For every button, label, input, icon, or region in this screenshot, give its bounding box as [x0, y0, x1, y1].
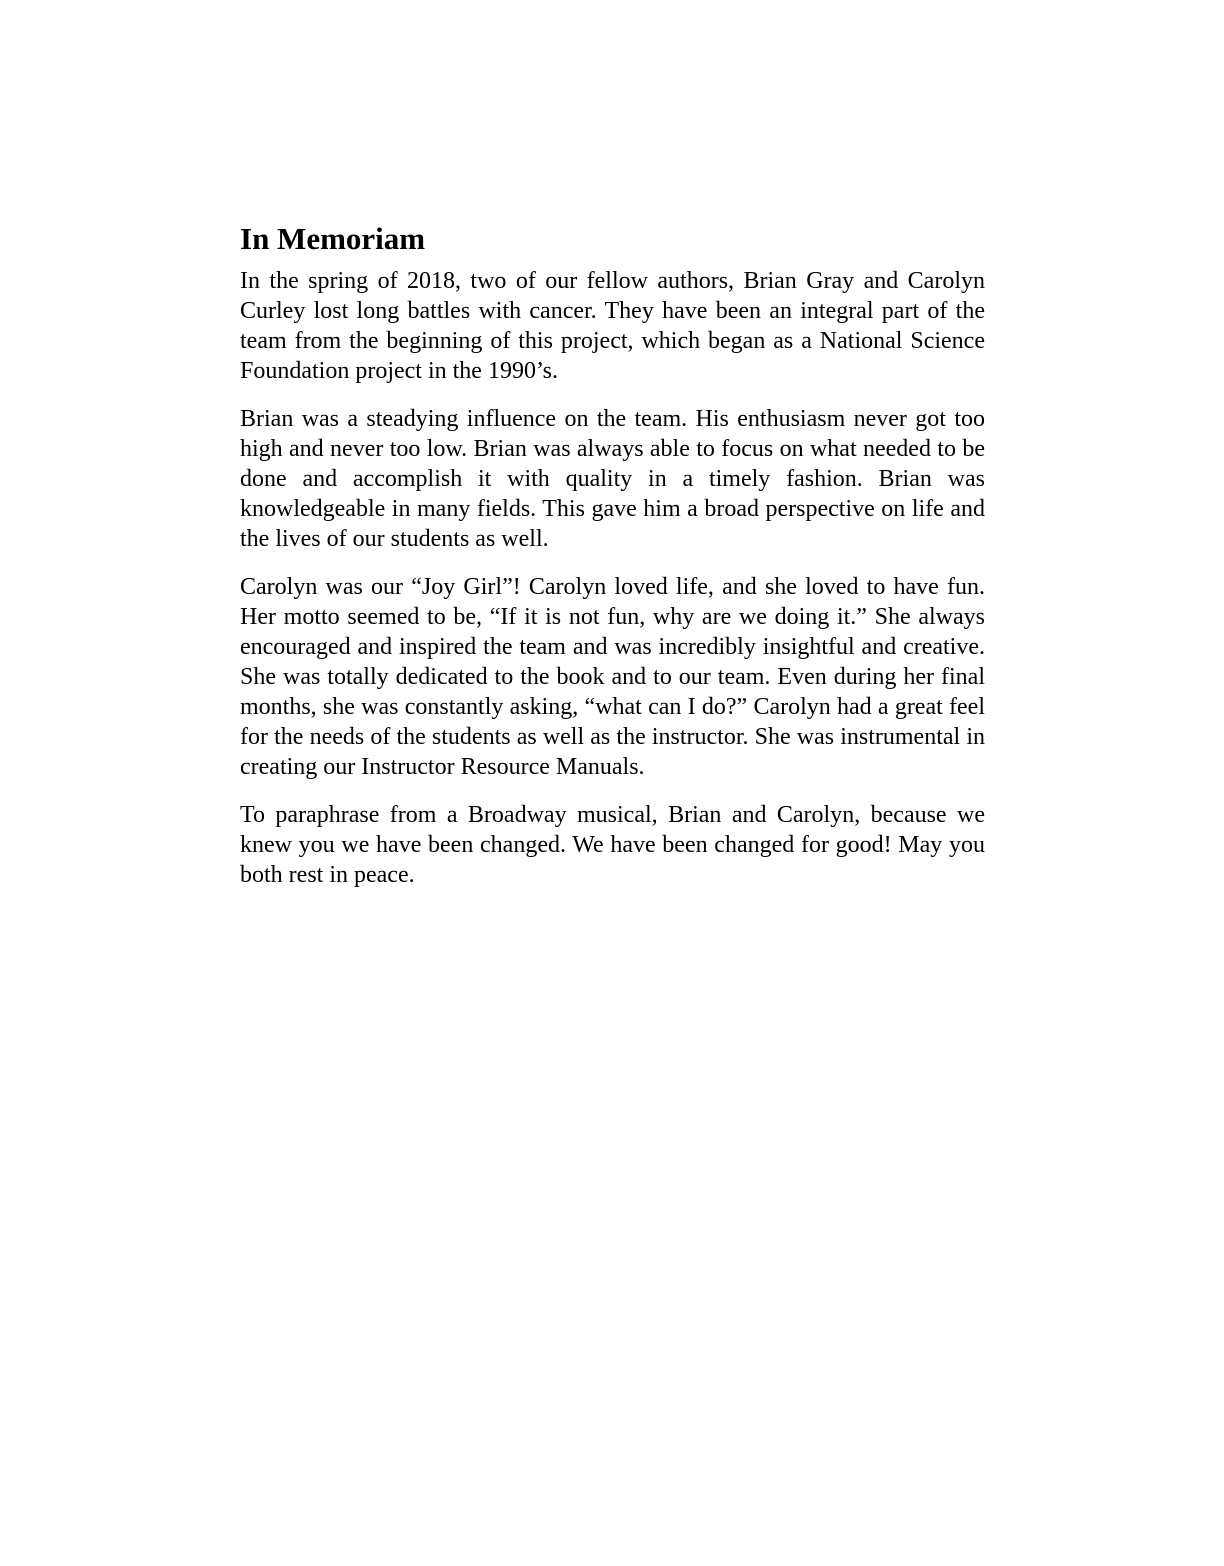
paragraph-closing: To paraphrase from a Broadway musical, Brian and Carolyn, because we knew you we have been changed. We have been changed for good! May you both rest in peace. — [240, 802, 985, 888]
paragraph-brian: Brian was a steadying influence on the team. His enthusiasm never got too high and never too low. Brian was always able to focus on what needed to be done and accomplish it with quality in a timely fashion. Brian was knowledgeable in many fields. This gave him a broad perspective on life and the lives of our students as well. — [240, 406, 985, 552]
page-title: In Memoriam — [240, 221, 426, 256]
memoriam-page — [240, 220, 985, 908]
paragraph-carolyn: Carolyn was our “Joy Girl”! Carolyn loved life, and she loved to have fun. Her motto seemed to be, “If it is not fun, why are we doing it.” She always encouraged and inspired the team and was incredibly insightful and creative. She was totally dedicated to the book and to our team. Even during her final months, she was constantly asking, “what can I do?” Carolyn had a great feel for the needs of the students as well as the instructor. She was instrumental in creating our Instructor Resource Manuals. — [240, 574, 985, 780]
paragraph-intro: In the spring of 2018, two of our fellow authors, Brian Gray and Carolyn Curley lost long battles with cancer. They have been an integral part of the team from the beginning of this project, which began as a National Science Foundation project in the 1990’s. — [240, 268, 985, 384]
